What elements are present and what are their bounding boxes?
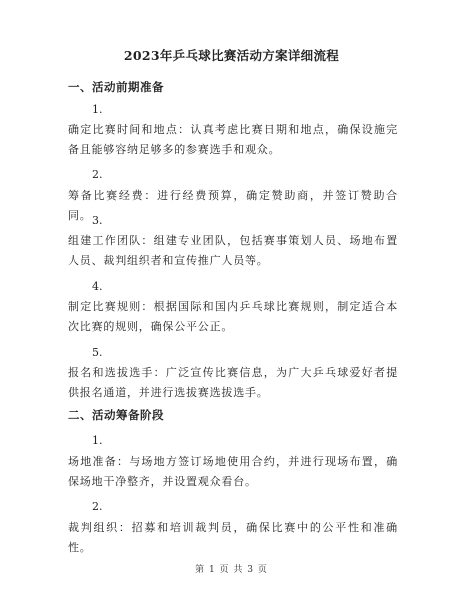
item-text-funding: 筹备比赛经费：进行经费预算，确定赞助商，并签订赞助合同。 xyxy=(68,189,398,222)
item-number: 4. xyxy=(92,280,103,293)
item-number: 3. xyxy=(92,214,103,227)
section-heading-preparation: 一、活动前期准备 xyxy=(68,80,164,94)
item-text-referees: 裁判组织：招募和培训裁判员，确保比赛中的公平性和准确性。 xyxy=(68,521,398,554)
item-text-registration: 报名和选拔选手：广泛宣传比赛信息，为广大乒乓球爱好者提供报名通道，并进行选拔赛选拔选手。 xyxy=(68,366,398,399)
item-number: 2. xyxy=(92,500,103,513)
item-text-team: 组建工作团队：组建专业团队，包括赛事策划人员、场地布置人员、裁判组织者和宣传推广人员等。 xyxy=(68,234,398,267)
item-text-rules: 制定比赛规则：根据国际和国内乒乓球比赛规则，制定适合本次比赛的规则，确保公平公正。 xyxy=(68,300,398,333)
item-number: 1. xyxy=(92,434,103,447)
section-heading-planning: 二、活动筹备阶段 xyxy=(68,408,164,422)
item-number: 5. xyxy=(92,346,103,359)
document-title: 2023年乒乓球比赛活动方案详细流程 xyxy=(123,48,340,63)
item-number: 2. xyxy=(92,168,103,181)
page-footer: 第 1 页 共 3 页 xyxy=(195,565,268,575)
item-number: 1. xyxy=(92,103,103,116)
item-text-venue: 场地准备：与场地方签订场地使用合约，并进行现场布置，确保场地干净整齐，并设置观众看台。 xyxy=(68,455,398,488)
item-text-time-location: 确定比赛时间和地点：认真考虑比赛日期和地点，确保设施完备且能够容纳足够多的参赛选手和观众。 xyxy=(68,123,398,156)
